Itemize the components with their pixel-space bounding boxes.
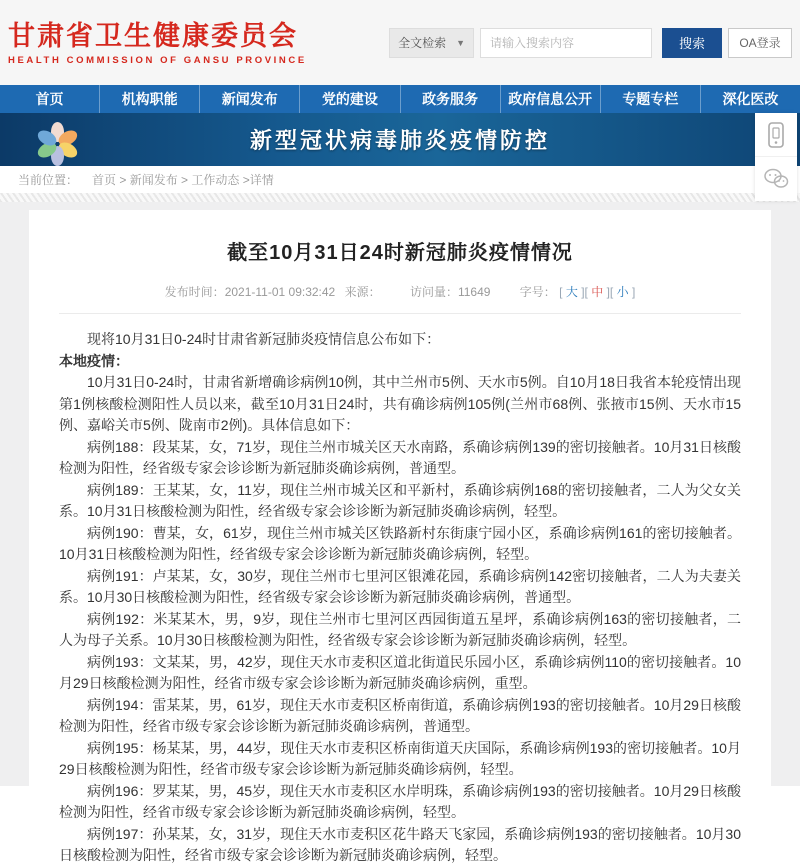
site-header <box>0 0 800 85</box>
wechat-icon <box>763 168 789 190</box>
nav-item-gov-info[interactable]: 政府信息公开 <box>501 85 601 113</box>
paragraph-intro: 现将10月31日0-24时甘肃省新冠肺炎疫情信息公布如下： <box>87 331 441 347</box>
views-label: 访问量： <box>409 285 458 299</box>
font-size-medium-button[interactable]: 中 <box>591 285 604 299</box>
publish-time-label: 发布时间： <box>164 285 225 299</box>
main-nav <box>0 85 800 113</box>
bracket: ] <box>581 285 585 299</box>
bracket: [ <box>584 285 588 299</box>
search-zone <box>389 28 794 58</box>
views-count: 11649 <box>457 285 491 299</box>
font-size-large-button[interactable]: 大 <box>565 285 578 299</box>
paragraph-case-195: 病例195：杨某某，男，44岁，现住天水市麦积区桥南街道天庆国际，系确诊病例193的密切接触者。10月29日核酸检测为阳性，经省市级专家会诊诊断为新冠肺炎确诊病例，轻型。 <box>59 739 741 777</box>
site-logo-subtitle: HEALTH COMMISSION OF GANSU PROVINCE <box>8 55 307 67</box>
breadcrumb-bar <box>0 166 800 193</box>
paragraph-case-194: 病例194：雷某某，男，61岁，现住天水市麦积区桥南街道，系确诊病例193的密切接触者。10月29日核酸检测为阳性，经省市级专家会诊诊断为新冠肺炎确诊病例，普通型。 <box>59 696 741 734</box>
content-area <box>0 202 800 863</box>
chevron-down-icon: ▼ <box>456 37 465 48</box>
paragraph-case-196: 病例196：罗某某，男，45岁，现住天水市麦积区水岸明珠，系确诊病例193的密切接触者。10月29日核酸检测为阳性，经省市级专家会诊诊断为新冠肺炎确诊病例，轻型。 <box>59 782 741 820</box>
oa-login-button[interactable]: OA登录 <box>728 28 792 58</box>
bracket: [ <box>609 285 614 299</box>
paragraph-case-190: 病例190：曹某，女，61岁，现住兰州市城关区铁路新村东街康宁园小区，系确诊病例161的密切接触者。10月31日核酸检测为阳性，经省级专家会诊诊断为新冠肺炎确诊病例，轻型。 <box>59 524 741 562</box>
paragraph-case-193: 病例193：文某某，男，42岁，现住天水市麦积区道北街道民乐园小区，系确诊病例110的密切接触者。10月29日核酸检测为阳性，经省市级专家会诊诊断为新冠肺炎确诊病例，重型。 <box>59 653 741 691</box>
epidemic-banner[interactable] <box>0 113 800 166</box>
bracket: ] <box>606 285 610 299</box>
mobile-version-button[interactable] <box>755 113 797 157</box>
health-flower-logo-icon <box>34 117 80 163</box>
wechat-share-button[interactable] <box>755 157 797 201</box>
search-scope-label: 全文检索 <box>398 36 447 50</box>
nav-item-party[interactable]: 党的建设 <box>300 85 400 113</box>
paragraph-case-189: 病例189：王某某，女，11岁，现住兰州市城关区和平新村，系确诊病例168的密切接触者，二人为父女关系。10月31日核酸检测为阳性，经省级专家会诊诊断为新冠肺炎确诊病例，轻型。 <box>59 481 741 519</box>
paragraph-case-197: 病例197：孙某某，女，31岁，现住天水市麦积区花牛路天飞家园，系确诊病例193的密切接触者。10月30日核酸检测为阳性，经省市级专家会诊诊断为新冠肺炎确诊病例，轻型。 <box>59 825 741 863</box>
nav-item-topics[interactable]: 专题专栏 <box>601 85 701 113</box>
site-logo-title: 甘肃省卫生健康委员会 <box>8 21 298 52</box>
nav-item-medical-reform[interactable]: 深化医改 <box>722 91 779 107</box>
breadcrumb[interactable]: 首页 > 新闻发布 > 工作动态 >详情 <box>92 173 274 187</box>
article-meta <box>59 283 741 314</box>
paragraph-local-epidemic-heading: 本地疫情： <box>59 352 129 369</box>
mobile-icon <box>767 122 785 148</box>
nav-item-home[interactable]: 首页 <box>0 85 100 113</box>
search-scope-dropdown[interactable] <box>389 28 474 58</box>
floating-side-widget <box>755 113 797 201</box>
bracket: ] <box>631 285 636 299</box>
fontsize-label: 字号： <box>519 285 556 299</box>
search-button[interactable]: 搜索 <box>662 28 722 58</box>
paragraph-case-192: 病例192：米某某木，男，9岁，现住兰州市七里河区西园街道五星坪，系确诊病例163的密切接触者，二人为母子关系。10月30日核酸检测为阳性，经省级专家会诊诊断为新冠肺炎确诊病例，轻型。 <box>59 610 741 648</box>
nav-item-news[interactable]: 新闻发布 <box>200 85 300 113</box>
banner-title: 新型冠状病毒肺炎疫情防控 <box>249 128 550 153</box>
breadcrumb-label: 当前位置： <box>18 173 79 187</box>
stripe-divider <box>0 193 800 202</box>
site-logo[interactable] <box>8 18 307 66</box>
search-input[interactable] <box>480 28 652 58</box>
nav-item-functions[interactable]: 机构职能 <box>100 85 200 113</box>
font-size-small-button[interactable]: 小 <box>616 285 629 299</box>
source-label: 来源： <box>344 285 381 299</box>
paragraph-summary: 10月31日0-24时，甘肃省新增确诊病例10例，其中兰州市5例、天水市5例。自10月18日我省本轮疫情出现第1例核酸检测阳性人员以来，截至10月31日24时，共有确诊病例105例(兰州市68例、张掖市15例、天水市15例、嘉峪关市5例、陇南市2例)。具体信息如下： <box>59 374 741 433</box>
article-card <box>29 210 771 863</box>
bracket: [ <box>559 285 563 299</box>
publish-time-value: 2021-11-01 09:32:42 <box>224 285 336 299</box>
paragraph-case-188: 病例188：段某某，女，71岁，现住兰州市城关区天水南路，系确诊病例139的密切接触者。10月31日核酸检测为阳性，经省级专家会诊诊断为新冠肺炎确诊病例，普通型。 <box>59 438 741 476</box>
page-title: 截至10月31日24时新冠肺炎疫情情况 <box>227 242 573 264</box>
paragraph-case-191: 病例191：卢某某，女，30岁，现住兰州市七里河区银滩花园，系确诊病例142密切接触者，二人为夫妻关系。10月30日核酸检测为阳性，经省级专家会诊诊断为新冠肺炎确诊病例，普通型。 <box>59 567 741 605</box>
nav-item-services[interactable]: 政务服务 <box>401 85 501 113</box>
